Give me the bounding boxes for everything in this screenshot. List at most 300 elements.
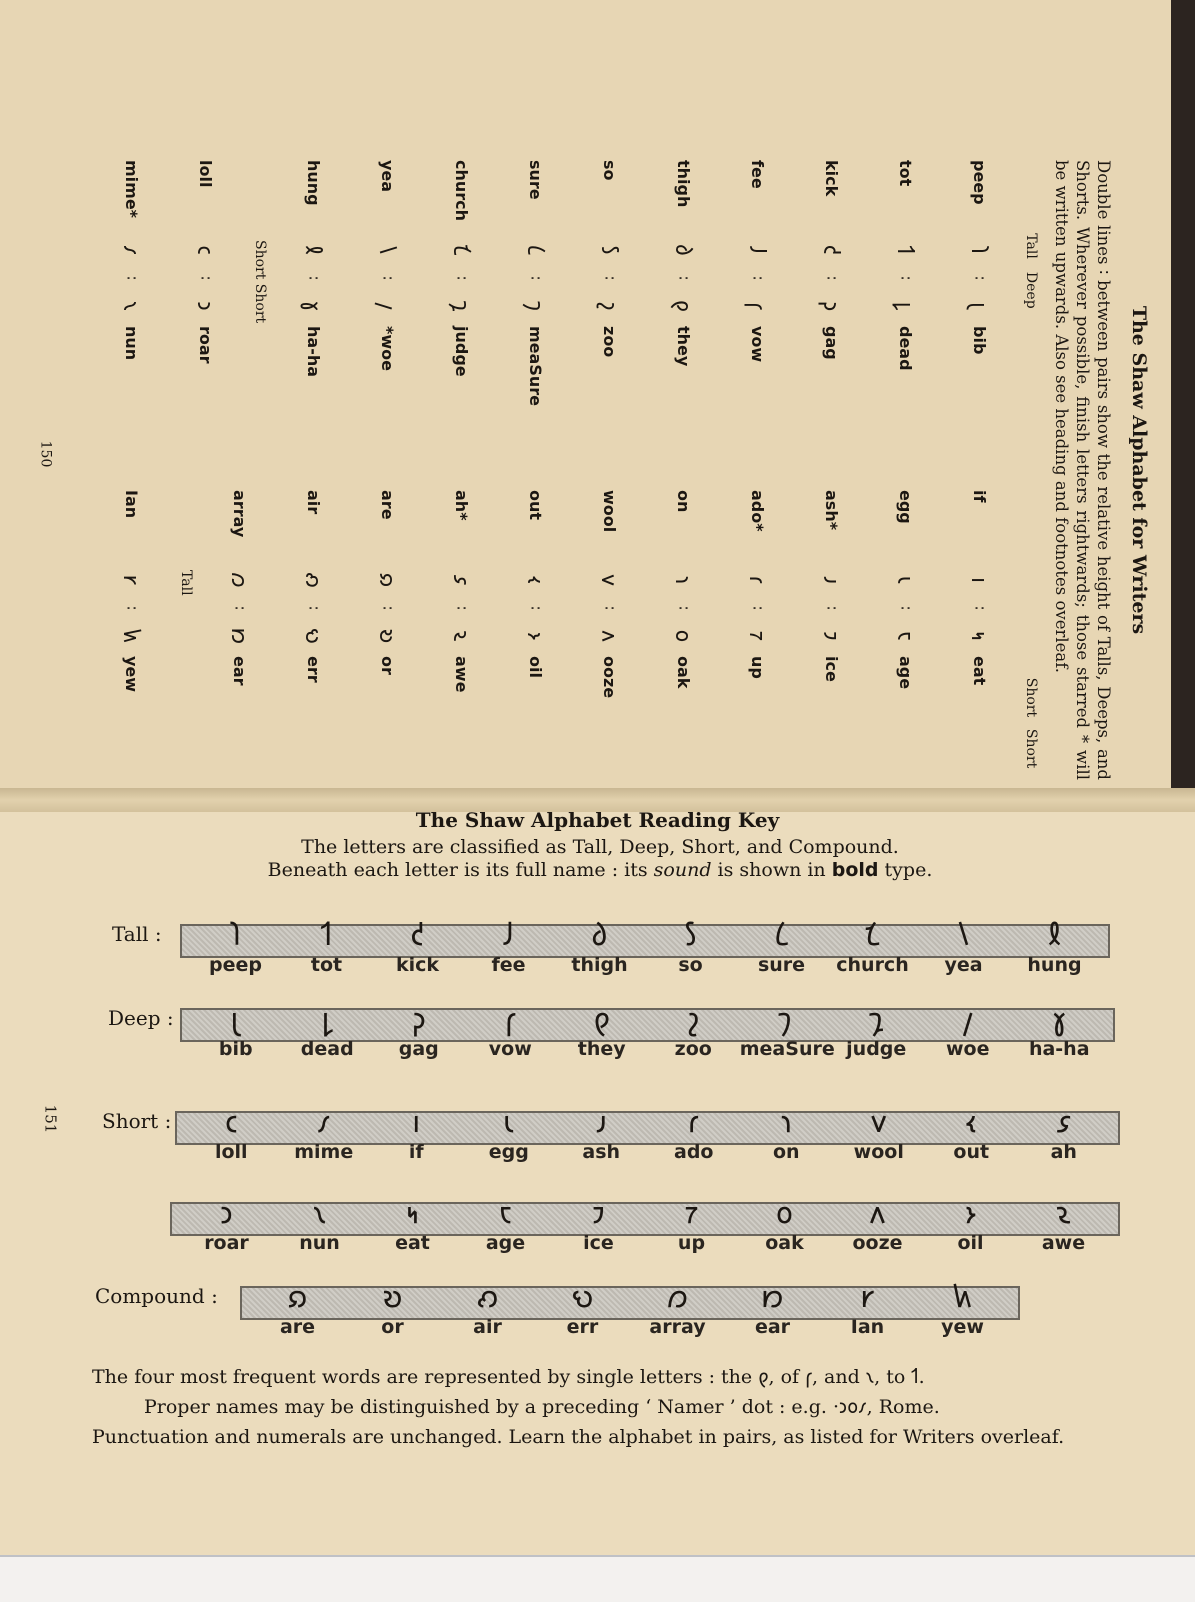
letter-name: ice <box>822 656 842 682</box>
letter-pair-row <box>425 490 499 780</box>
letter-name: thigh <box>674 160 694 208</box>
shavian-letter: 𐑺 <box>476 1280 499 1315</box>
tall-header: Tall <box>178 570 194 596</box>
letter-pair-row <box>499 490 573 780</box>
reading-key-letter <box>823 1280 913 1338</box>
double-line-separator: ∶ <box>452 605 472 611</box>
letter-name: sure <box>526 160 546 200</box>
letter-name: up <box>748 656 768 679</box>
letter-name: nun <box>299 1232 340 1254</box>
shavian-letter: 𐑶 <box>522 632 547 640</box>
letter-name: Ian <box>122 490 142 519</box>
reading-key-letter <box>373 918 463 976</box>
shavian-letter: 𐑒 <box>818 244 843 256</box>
shavian-letter: 𐑞 <box>670 300 695 312</box>
shavian-letter: 𐑛 <box>321 1002 333 1037</box>
letter-pair-row <box>647 490 721 780</box>
shavian-letter: 𐑓 <box>503 918 514 953</box>
double-line-separator: ∶ <box>896 605 916 611</box>
left-column <box>95 160 1017 450</box>
reading-key-letter <box>282 918 372 976</box>
shavian-letter: 𐑐 <box>230 918 241 953</box>
letter-name: ado* <box>748 490 768 532</box>
double-line-separator: ∶ <box>304 275 324 281</box>
shavian-letter: 𐑪 <box>780 1105 792 1140</box>
shavian-letter: 𐑤 <box>192 245 217 255</box>
double-line-separator: ∶ <box>896 275 916 281</box>
shavian-letter: 𐑢 <box>962 1002 973 1037</box>
letter-name: eat <box>970 656 990 686</box>
shavian-letter: 𐑾 <box>118 575 143 585</box>
shavian-letter: 𐑴 <box>670 629 695 643</box>
shavian-letter: 𐑳 <box>744 631 769 641</box>
shavian-letter: 𐑦 <box>966 577 991 583</box>
shavian-letter: 𐑹 <box>382 1280 403 1315</box>
letter-name: yea <box>378 160 398 193</box>
shavian-letter: 𐑽 <box>761 1280 784 1315</box>
shavian-letter: 𐑑 <box>892 245 917 255</box>
letter-name: if <box>408 1141 424 1163</box>
shavian-letter: 𐑘 <box>958 918 969 953</box>
page-number-151: 151 <box>41 1104 60 1134</box>
letter-name: oak <box>765 1232 804 1254</box>
letter-name: out <box>526 490 546 521</box>
letter-name: ash <box>582 1141 621 1163</box>
double-line-separator: ∶ <box>230 605 250 611</box>
shavian-letter: 𐑓 <box>744 246 769 254</box>
letter-name: array <box>649 1316 706 1338</box>
reading-key-letter <box>464 918 554 976</box>
shavian-letter: 𐑷 <box>448 630 473 642</box>
reading-key-letter <box>647 1196 737 1254</box>
double-line-separator: ∶ <box>122 605 142 611</box>
letter-pair-row <box>869 490 943 780</box>
reading-key-letter <box>828 918 918 976</box>
shavian-letter: 𐑮 <box>220 1196 233 1231</box>
shavian-letter: 𐑻 <box>300 627 325 645</box>
reading-key-letter <box>368 1196 458 1254</box>
letter-name: age <box>485 1232 526 1254</box>
letter-name: church <box>452 160 472 222</box>
reading-key-letter <box>1014 1002 1104 1060</box>
shavian-letter: 𐑼 <box>226 572 251 588</box>
shavian-letter: 𐑹 <box>374 628 399 644</box>
shavian-letter: 𐑨 <box>818 575 843 585</box>
letter-name: loll <box>196 160 216 188</box>
letter-name: wool <box>600 490 620 533</box>
double-line-separator: ∶ <box>526 275 546 281</box>
letter-name: loll <box>214 1141 248 1163</box>
letter-name: or <box>378 656 398 675</box>
shavian-letter: 𐑮 <box>192 301 217 311</box>
letter-name: zoo <box>674 1038 712 1060</box>
letter-name: fee <box>491 954 526 976</box>
reading-key-letter <box>926 1105 1016 1163</box>
reading-key-letter <box>282 1002 372 1060</box>
letter-name: ha-ha <box>1028 1038 1090 1060</box>
shavian-letter: 𐑲 <box>592 1196 605 1231</box>
header-short-2: Short <box>1023 728 1039 769</box>
letter-name: nun <box>122 326 142 361</box>
letter-name: are <box>378 490 398 520</box>
letter-name: yea <box>944 954 983 976</box>
shavian-letter: 𐑽 <box>226 627 251 645</box>
reading-key-subtitle <box>150 836 1050 882</box>
letter-name: on <box>772 1141 800 1163</box>
shavian-letter: 𐑙 <box>300 245 325 255</box>
letter-columns <box>95 160 1017 780</box>
reading-key-letter <box>348 1280 438 1338</box>
shavian-letter: 𐑤 <box>224 1105 238 1140</box>
letter-pair-row <box>795 490 869 780</box>
shavian-letter: 𐑱 <box>892 631 917 641</box>
writers-page-content <box>40 160 1150 780</box>
letter-pair-row <box>95 160 169 450</box>
shavian-letter: 𐑢 <box>374 302 399 310</box>
letter-name: meaSure <box>739 1038 835 1060</box>
letter-name: mime* <box>122 160 142 219</box>
shavian-letter: 𐑣 <box>300 301 325 311</box>
letter-pair-row <box>203 490 277 780</box>
band-label: Deep : <box>108 1006 174 1030</box>
footer-line-3: Punctuation and numerals are unchanged. Learn the alphabet in pairs, as listed for Writers overleaf. <box>92 1426 1065 1448</box>
reading-key-letter <box>739 1002 835 1060</box>
shavian-letter: 𐑩 <box>688 1105 700 1140</box>
letter-pair-row <box>351 160 425 450</box>
subtitle-text: Beneath each letter is its full name : its <box>267 859 654 881</box>
reading-key-letter <box>464 1105 554 1163</box>
shavian-letter: 𐑔 <box>670 244 695 256</box>
subtitle-bold: bold <box>831 859 879 881</box>
reading-key-letter <box>182 1196 272 1254</box>
shavian-letter: 𐑻 <box>571 1280 594 1315</box>
letter-name: judge <box>846 1038 907 1060</box>
shavian-letter: 𐑭 <box>448 574 473 586</box>
shavian-letter: 𐑿 <box>118 629 143 643</box>
shavian-letter: 𐑲 <box>818 631 843 641</box>
shavian-letter: 𐑒 <box>410 918 425 953</box>
letter-name: oil <box>526 656 546 678</box>
shavian-letter: 𐑑 <box>320 918 333 953</box>
letter-name: air <box>304 490 324 515</box>
subtitle-sound: sound <box>653 859 712 881</box>
letter-name: are <box>279 1316 316 1338</box>
page-title: The Shaw Alphabet for Writers <box>1128 305 1150 635</box>
letter-name: oak <box>674 656 694 689</box>
reading-key-letter <box>728 1280 818 1338</box>
shavian-letter: 𐑟 <box>596 301 621 311</box>
shavian-letter: 𐑯 <box>118 301 143 311</box>
shavian-letter: 𐑜 <box>818 300 843 312</box>
letter-name: hung <box>304 160 324 206</box>
reading-key-letter <box>1019 1105 1109 1163</box>
letter-name: egg <box>896 490 916 524</box>
letter-name: err <box>566 1316 599 1338</box>
letter-name: vow <box>748 326 768 363</box>
letter-name: on <box>674 490 694 513</box>
shavian-letter: 𐑥 <box>317 1105 331 1140</box>
shavian-letter: 𐑔 <box>591 918 608 953</box>
band-label: Short : <box>102 1109 172 1133</box>
letter-name: peep <box>209 954 262 976</box>
letter-name: eat <box>395 1232 430 1254</box>
shavian-letter: 𐑞 <box>593 1002 610 1037</box>
letter-pair-row <box>277 160 351 450</box>
letter-name: tot <box>310 954 343 976</box>
letter-name: they <box>577 1038 626 1060</box>
letter-name: ear <box>230 656 250 686</box>
shavian-letter: 𐑨 <box>595 1105 607 1140</box>
letter-name: they <box>674 326 694 367</box>
reading-key-letter <box>831 1002 921 1060</box>
table-surface <box>0 1555 1195 1602</box>
shavian-letter: 𐑝 <box>504 1002 516 1037</box>
letter-name: judge <box>452 326 472 377</box>
page-number-150: 150 <box>37 440 54 468</box>
letter-name: awe <box>452 656 472 693</box>
letter-name: kick <box>822 160 842 197</box>
shavian-letter: 𐑛 <box>892 301 917 311</box>
reading-key-letter <box>1010 918 1100 976</box>
letter-name: bib <box>218 1038 253 1060</box>
header-deep: Deep <box>1023 271 1039 309</box>
letter-name: ado <box>674 1141 714 1163</box>
shavian-letter: 𐑰 <box>966 631 991 641</box>
shavian-letter: 𐑬 <box>522 576 547 584</box>
letter-name: oil <box>957 1232 984 1254</box>
letter-name: err <box>304 656 324 683</box>
shavian-letter: 𐑡 <box>869 1002 884 1037</box>
letter-name: ice <box>583 1232 614 1254</box>
letter-pair-row <box>647 160 721 450</box>
shavian-letter: 𐑶 <box>965 1196 976 1231</box>
letter-name: yew <box>941 1316 984 1338</box>
double-line-separator: ∶ <box>822 605 842 611</box>
header-short-1: Short <box>1023 677 1039 718</box>
shavian-letter: 𐑾 <box>860 1280 875 1315</box>
double-line-separator: ∶ <box>378 275 398 281</box>
double-line-separator: ∶ <box>304 605 324 611</box>
footer-notes <box>92 1362 1142 1452</box>
shavian-letter: 𐑘 <box>374 246 399 254</box>
letter-name: kick <box>395 954 440 976</box>
shavian-letter: 𐑰 <box>406 1196 419 1231</box>
letter-name: dead <box>300 1038 354 1060</box>
shavian-letter: 𐑫 <box>871 1105 887 1140</box>
reading-key-letter <box>646 918 736 976</box>
short-short-header: Short Short <box>252 240 268 324</box>
letter-pair-row <box>169 160 243 450</box>
reading-key-letter <box>275 1196 365 1254</box>
reading-key-letter <box>919 918 1009 976</box>
reading-key-letter <box>555 918 645 976</box>
reading-key-letter <box>556 1105 646 1163</box>
reading-key-letter <box>279 1105 369 1163</box>
reading-key-title: The Shaw Alphabet Reading Key <box>415 808 780 832</box>
letter-name: so <box>600 160 620 181</box>
letter-name: bib <box>970 326 990 355</box>
subtitle-text: is shown in <box>711 859 832 881</box>
letter-name: age <box>896 656 916 690</box>
shavian-letter: 𐑟 <box>687 1002 700 1037</box>
letter-name: egg <box>488 1141 529 1163</box>
right-column <box>95 450 1017 780</box>
shavian-letter: 𐑡 <box>448 300 473 312</box>
reading-key-letter <box>443 1280 533 1338</box>
double-line-separator: ∶ <box>122 275 142 281</box>
letter-name: wool <box>853 1141 904 1163</box>
shavian-letter: 𐑸 <box>374 572 399 588</box>
letter-name: ear <box>754 1316 791 1338</box>
shavian-letter: 𐑚 <box>230 1002 242 1037</box>
letter-name: thigh <box>571 954 628 976</box>
double-line-separator: ∶ <box>196 275 216 281</box>
reading-key-letter <box>737 918 827 976</box>
reading-key-letter <box>923 1002 1013 1060</box>
shavian-letter: 𐑵 <box>596 630 621 642</box>
letter-name: out <box>953 1141 990 1163</box>
reading-key-letter <box>186 1105 276 1163</box>
letter-name: awe <box>1041 1232 1086 1254</box>
band-label: Compound : <box>95 1284 218 1308</box>
reading-key-letter <box>834 1105 924 1163</box>
letter-name: peep <box>970 160 990 205</box>
reading-key-letter <box>374 1002 464 1060</box>
letter-pair-row <box>573 160 647 450</box>
letter-name: so <box>678 954 703 976</box>
subtitle-line-1: The letters are classified as Tall, Deep, Short, and Compound. <box>301 836 899 858</box>
shavian-letter: 𐑥 <box>118 245 143 255</box>
subtitle-line-2 <box>150 859 1050 882</box>
shavian-letter: 𐑗 <box>865 918 880 953</box>
letter-name: up <box>677 1232 706 1254</box>
reading-key-letter <box>538 1280 628 1338</box>
shavian-letter: 𐑺 <box>300 571 325 589</box>
letter-name: zoo <box>600 326 620 358</box>
reading-key-letter <box>465 1002 555 1060</box>
letter-name: gag <box>398 1038 439 1060</box>
letter-name: tot <box>896 160 916 187</box>
shavian-letter: 𐑩 <box>744 575 769 585</box>
letter-name: if <box>970 490 990 503</box>
letter-name: roar <box>204 1232 249 1254</box>
letter-name: vow <box>488 1038 532 1060</box>
double-line-separator: ∶ <box>748 605 768 611</box>
reading-key-letter <box>918 1280 1008 1338</box>
shavian-letter: 𐑱 <box>499 1196 512 1231</box>
intro-paragraph: Double lines ∶ between pairs show the relative height of Talls, Deeps, and Shorts. Wherever possible, finish letters rightwards; those starred * will be written upwards. Also see heading and footnotes overleaf. <box>1052 160 1113 780</box>
shavian-letter: 𐑬 <box>966 1105 977 1140</box>
double-line-separator: ∶ <box>452 275 472 281</box>
shavian-letter: 𐑭 <box>1056 1105 1072 1140</box>
shavian-letter: 𐑼 <box>666 1280 689 1315</box>
reading-key-letter <box>461 1196 551 1254</box>
column-headers <box>1023 160 1039 780</box>
letter-pair-row <box>943 160 1017 450</box>
letter-name: ooze <box>852 1232 903 1254</box>
reading-key-letter <box>371 1105 461 1163</box>
letter-name: dead <box>896 326 916 371</box>
double-line-separator: ∶ <box>674 275 694 281</box>
shavian-letter: 𐑖 <box>522 245 547 255</box>
reading-key-letter <box>1019 1196 1109 1254</box>
shavian-letter: 𐑫 <box>596 574 621 586</box>
letter-pair-row <box>721 160 795 450</box>
shavian-letter: 𐑧 <box>892 575 917 585</box>
shavian-letter: 𐑧 <box>503 1105 515 1140</box>
letter-name: sure <box>757 954 806 976</box>
shavian-letter: 𐑠 <box>778 1002 792 1037</box>
shavian-letter: 𐑕 <box>596 245 621 255</box>
letter-name: ash* <box>822 490 842 531</box>
double-line-separator: ∶ <box>378 605 398 611</box>
letter-pair-row <box>499 160 573 450</box>
reading-key-letter <box>554 1196 644 1254</box>
letter-name: church <box>836 954 909 976</box>
shavian-letter: 𐑪 <box>670 575 695 585</box>
letter-pair-row <box>277 490 351 780</box>
letter-name: roar <box>196 326 216 364</box>
double-line-separator: ∶ <box>970 275 990 281</box>
shavian-letter: 𐑷 <box>1055 1196 1072 1231</box>
letter-name: air <box>473 1316 502 1338</box>
letter-name: mime <box>294 1141 354 1163</box>
letter-name: or <box>381 1316 404 1338</box>
letter-name: meaSure <box>526 326 546 406</box>
reading-key-letter <box>253 1280 343 1338</box>
letter-name: woe <box>946 1038 990 1060</box>
letter-name: Ian <box>850 1316 885 1338</box>
shavian-letter: 𐑵 <box>869 1196 886 1231</box>
header-tall: Tall <box>1023 233 1039 259</box>
shavian-letter: 𐑿 <box>953 1280 972 1315</box>
shavian-letter: 𐑴 <box>775 1196 794 1231</box>
letter-pair-row <box>573 490 647 780</box>
letter-name: ah* <box>452 490 472 521</box>
shavian-letter: 𐑜 <box>411 1002 426 1037</box>
band-label: Tall : <box>112 922 162 946</box>
reading-key-letter <box>833 1196 923 1254</box>
reading-key-letter <box>649 1105 739 1163</box>
reading-key-letter <box>740 1196 830 1254</box>
letter-pair-row <box>95 490 169 780</box>
letter-name: gag <box>822 326 842 360</box>
shavian-letter: 𐑝 <box>744 302 769 310</box>
letter-pair-row <box>721 490 795 780</box>
letter-pair-row <box>869 160 943 450</box>
shavian-letter: 𐑠 <box>522 301 547 311</box>
letter-name: array <box>230 490 250 538</box>
letter-name: yew <box>122 656 142 693</box>
double-line-separator: ∶ <box>526 605 546 611</box>
shavian-letter: 𐑸 <box>287 1280 308 1315</box>
double-line-separator: ∶ <box>674 605 694 611</box>
double-line-separator: ∶ <box>600 275 620 281</box>
letter-pair-row <box>795 160 869 450</box>
shavian-letter: 𐑖 <box>774 918 789 953</box>
background-right <box>1171 0 1195 800</box>
letter-pair-row <box>351 490 425 780</box>
letter-name: ooze <box>600 656 620 699</box>
shavian-letter: 𐑳 <box>685 1196 698 1231</box>
shavian-letter: 𐑦 <box>412 1105 421 1140</box>
double-line-separator: ∶ <box>970 605 990 611</box>
shavian-letter: 𐑯 <box>312 1196 327 1231</box>
shavian-letter: 𐑐 <box>966 246 991 254</box>
letter-name: hung <box>1027 954 1082 976</box>
shavian-letter: 𐑕 <box>684 918 697 953</box>
reading-key-letter <box>741 1105 831 1163</box>
